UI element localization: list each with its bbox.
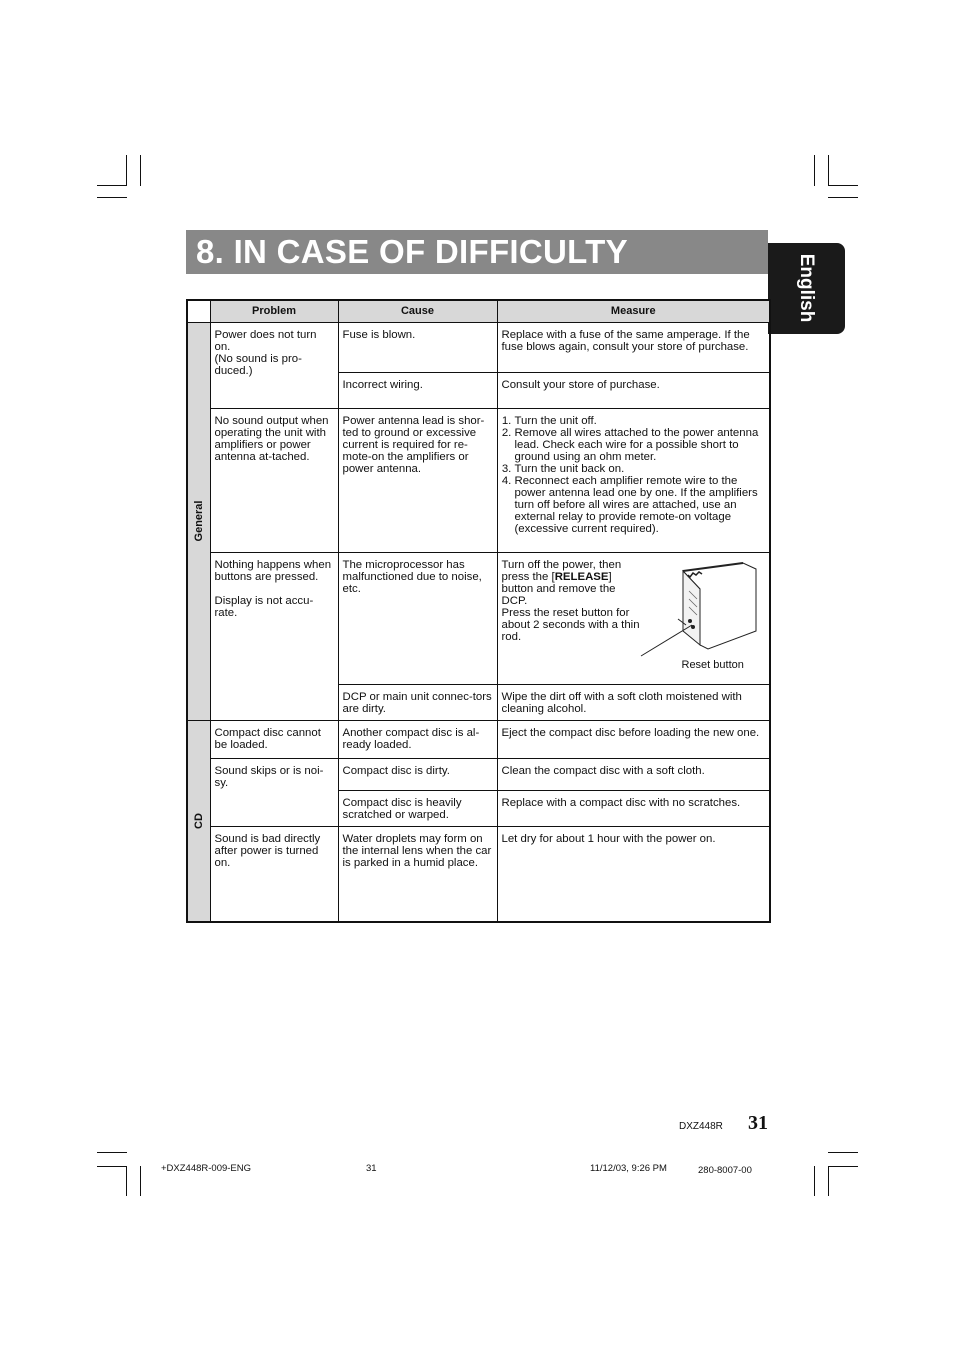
troubleshooting-table	[186, 299, 771, 923]
measure-text: Press the reset button for about 2 seconds with a thin rod.	[501, 606, 640, 643]
crop-mark	[828, 185, 858, 186]
footer-file-page: 31	[366, 1163, 377, 1174]
crop-mark	[97, 185, 127, 186]
problem-text: Nothing happens when buttons are pressed.	[214, 558, 332, 583]
figure-label: Reset button	[681, 658, 744, 671]
crop-mark	[828, 1152, 858, 1153]
table-row	[187, 408, 770, 552]
problem-text: Display is not accu-rate.	[214, 594, 314, 619]
crop-mark	[814, 1166, 815, 1196]
footer-file: +DXZ448R-009-ENG	[161, 1163, 252, 1174]
steps-list	[502, 415, 766, 535]
page-number: 31	[748, 1112, 768, 1134]
problem-cell: Power does not turn on. (No sound is pro-duced.)	[210, 322, 338, 408]
measure-cell: Clean the compact disc with a soft cloth.	[497, 758, 770, 790]
cause-cell: DCP or main unit connec-tors are dirty.	[338, 684, 497, 720]
cause-cell: Compact disc is dirty.	[338, 758, 497, 790]
table-row	[187, 758, 770, 790]
header-spacer	[187, 300, 210, 322]
footer-code: 280-8007-00	[698, 1165, 752, 1176]
crop-mark	[828, 1166, 858, 1167]
crop-mark	[828, 197, 858, 198]
measure-cell: Consult your store of purchase.	[497, 372, 770, 408]
measure-cell	[497, 408, 770, 552]
step-item: 2. Remove all wires attached to the power antenna lead. Check each wire for a possible short to ground using an ohm meter.	[515, 427, 766, 463]
measure-cell: Wipe the dirt off with a soft cloth moistened with cleaning alcohol.	[497, 684, 770, 720]
crop-mark	[97, 1152, 127, 1153]
crop-mark	[140, 1166, 141, 1196]
header-measure: Measure	[497, 300, 770, 322]
step-item: 3. Turn the unit back on.	[515, 463, 766, 475]
cause-cell: The microprocessor has malfunctioned due to noise, etc.	[338, 552, 497, 684]
model-label: DXZ448R	[679, 1121, 723, 1132]
cause-cell: Fuse is blown.	[338, 322, 497, 372]
cause-cell: Compact disc is heavily scratched or warped.	[338, 790, 497, 826]
table-row	[187, 322, 770, 372]
category-label: CD	[192, 812, 205, 829]
crop-mark	[97, 197, 127, 198]
table-row	[187, 826, 770, 922]
crop-mark	[97, 1166, 127, 1167]
measure-cell: Let dry for about 1 hour with the power on.	[497, 826, 770, 922]
cause-cell: Power antenna lead is shor-ted to ground or excessive current is required for re-mote-on the amplifiers or power antenna.	[338, 408, 497, 552]
crop-mark	[126, 155, 127, 186]
header-cause: Cause	[338, 300, 497, 322]
step-item: 1. Turn the unit off.	[515, 415, 766, 427]
category-general	[187, 322, 210, 720]
problem-cell: Compact disc cannot be loaded.	[210, 720, 338, 758]
measure-cell: Eject the compact disc before loading the new one.	[497, 720, 770, 758]
language-tab-label: English	[796, 253, 817, 323]
header-problem: Problem	[210, 300, 338, 322]
category-label: General	[192, 500, 205, 542]
footer-timestamp: 11/12/03, 9:26 PM	[590, 1163, 667, 1174]
crop-mark	[126, 1166, 127, 1196]
problem-cell: Sound is bad directly after power is turned on.	[210, 826, 338, 922]
crop-mark	[140, 155, 141, 186]
page-title: 8. IN CASE OF DIFFICULTY	[196, 233, 628, 270]
crop-mark	[828, 1166, 829, 1196]
cause-cell: Water droplets may form on the internal lens when the car is parked in a humid place.	[338, 826, 497, 922]
crop-mark	[828, 155, 829, 186]
cause-cell: Another compact disc is al-ready loaded.	[338, 720, 497, 758]
measure-cell: Replace with a compact disc with no scratches.	[497, 790, 770, 826]
problem-cell: Sound skips or is noi-sy.	[210, 758, 338, 826]
reset-button-illustration	[638, 561, 763, 661]
crop-mark	[814, 155, 815, 186]
release-button-label: RELEASE	[554, 570, 609, 583]
table-row	[187, 720, 770, 758]
measure-text: ] button and remove the DCP.	[501, 570, 616, 607]
measure-cell	[497, 552, 770, 684]
step-item: 4. Reconnect each amplifier remote wire to the power antenna lead one by one. If the amplifiers turn off before all wires are attached, use an external relay to provide remote-on voltage (excessive current required).	[515, 475, 766, 535]
category-cd	[187, 720, 210, 922]
table-row	[187, 552, 770, 684]
problem-cell: No sound output when operating the unit with amplifiers or power antenna at-tached.	[210, 408, 338, 552]
table-header-row	[187, 300, 770, 322]
measure-cell: Replace with a fuse of the same amperage. If the fuse blows again, consult your store of purchase.	[497, 322, 770, 372]
cause-cell: Incorrect wiring.	[338, 372, 497, 408]
measure-text: Turn off the power, then press the [	[501, 558, 622, 583]
problem-cell	[210, 552, 338, 720]
